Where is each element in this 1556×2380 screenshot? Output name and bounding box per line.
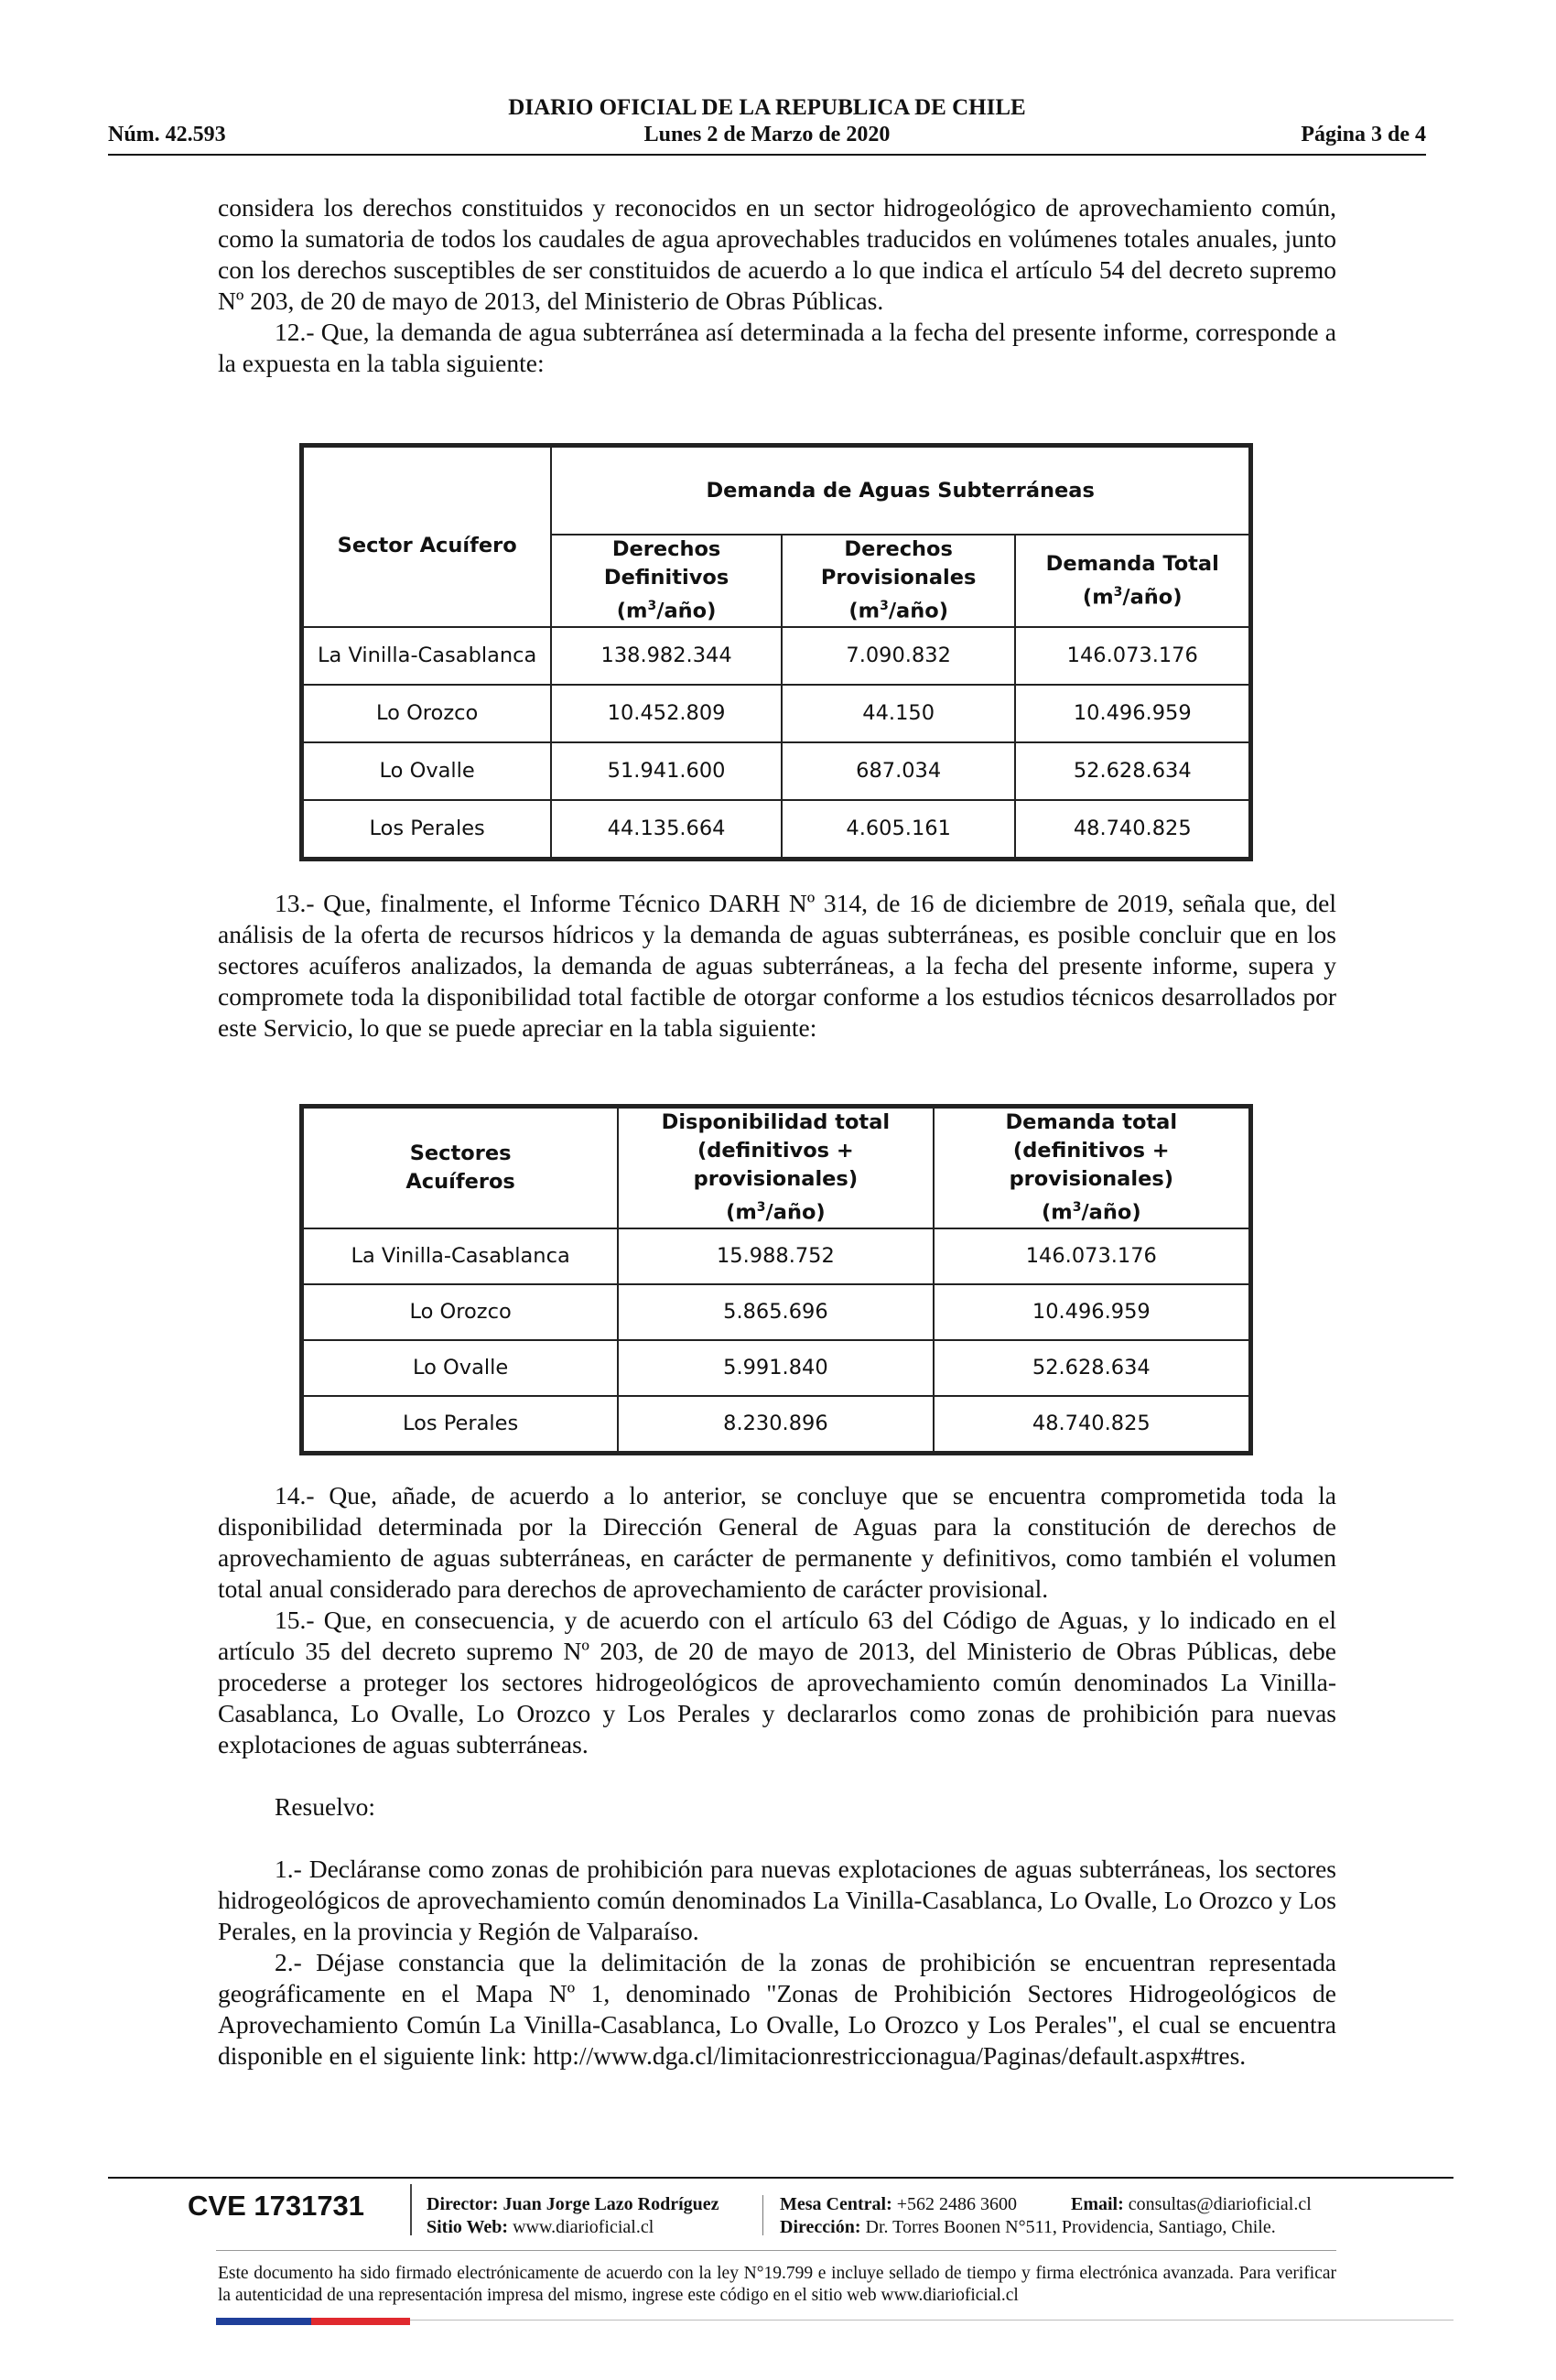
table-row xyxy=(303,685,1249,742)
header-sectors xyxy=(303,1108,618,1228)
header-availability-unit: $(m^3/año)$ xyxy=(726,1200,826,1225)
cell-availability: 5.991.840 xyxy=(618,1340,933,1396)
header-demand-l1: Demanda total xyxy=(1005,1110,1178,1134)
resolution-1: 1.- Decláranse como zonas de prohibición para nuevas explotaciones de aguas subterráneas, los sectores hidrogeológicos de aprovechamiento común denominados La Vinilla-Casablanca, Lo Ovalle, Lo Orozco y Los Perales, en la provincia y Región de Valparaíso. xyxy=(218,1855,1336,1945)
cell-demand: 52.628.634 xyxy=(934,1340,1249,1396)
header-availability-l1: Disponibilidad total xyxy=(661,1110,891,1134)
footer-inner-divider xyxy=(216,2250,1336,2251)
cell-sector: Los Perales xyxy=(303,1396,618,1452)
legal-notice: Este documento ha sido firmado electrónicamente de acuerdo con la ley N°19.799 e incluye sellado de tiempo y firma electrónica avanzada. Para verificar la autenticidad de una representación impresa del mismo, ingrese este código en el sitio web www.diarioficial.cl xyxy=(218,2264,1336,2305)
header-definitive-unit: $(m^3/año)$ xyxy=(616,599,717,623)
cell-sector: Lo Ovalle xyxy=(303,1340,618,1396)
header-demand xyxy=(934,1108,1249,1228)
table-row xyxy=(303,742,1249,800)
footer-email xyxy=(1071,2193,1312,2216)
flag-bar-blue xyxy=(216,2318,311,2325)
director-name: Juan Jorge Lazo Rodríguez xyxy=(502,2194,719,2214)
header-provisional-l2: Provisionales xyxy=(820,566,977,590)
paragraph-12: 12.- Que, la demanda de agua subterránea así determinada a la fecha del presente informe, corresponde a la expuesta en la tabla siguiente: xyxy=(218,318,1336,377)
website-link[interactable]: www.diarioficial.cl xyxy=(513,2217,654,2237)
paragraph-continued: considera los derechos constituidos y reconocidos en un sector hidrogeológico de aprovechamiento común, como la sumatoria de todos los caudales de agua aprovechables traducidos en volúmenes totales anuales, junto con los derechos susceptibles de ser constituidos de acuerdo a lo que indica el artículo 54 del decreto supremo Nº 203, de 20 de mayo de 2013, del Ministerio de Obras Públicas. xyxy=(218,193,1336,315)
header-availability-l2: (definitivos + xyxy=(697,1139,854,1163)
cell-total: 48.740.825 xyxy=(1015,800,1249,858)
issue-number: Núm. 42.593 xyxy=(108,123,226,146)
table-row xyxy=(303,800,1249,858)
header-sectors-l1: Sectores xyxy=(409,1141,512,1165)
table-row xyxy=(303,1340,1249,1396)
address-text: Dr. Torres Boonen N°511, Providencia, Santiago, Chile. xyxy=(865,2217,1276,2237)
footer-phone xyxy=(780,2193,1017,2216)
email-label: Email: xyxy=(1071,2194,1124,2214)
header-availability xyxy=(618,1108,933,1228)
header-total-l1: Demanda Total xyxy=(1045,551,1219,576)
cell-definitive: 138.982.344 xyxy=(551,627,782,685)
header-demand-l2: (definitivos + xyxy=(1012,1139,1170,1163)
footer-top-divider xyxy=(108,2177,1453,2179)
cell-provisional: 4.605.161 xyxy=(782,800,1016,858)
cell-total: 10.496.959 xyxy=(1015,685,1249,742)
page-header xyxy=(108,88,1426,152)
demand-table xyxy=(302,446,1250,859)
header-provisional xyxy=(782,535,1016,627)
cell-sector: Lo Orozco xyxy=(303,1284,618,1340)
footer-column-divider xyxy=(762,2195,763,2235)
address-label: Dirección: xyxy=(780,2217,861,2237)
paragraph-15: 15.- Que, en consecuencia, y de acuerdo con el artículo 63 del Código de Aguas, y lo indicado en el artículo 35 del decreto supremo Nº 203, de 20 de mayo de 2013, del Ministerio de Obras Públicas, debe procederse a proteger los sectores hidrogeológicos de aprovechamiento común denominados La Vinilla-Casablanca, Lo Ovalle, Lo Orozco y Los Perales y declararlos como zonas de prohibición para nuevas explotaciones de aguas subterráneas. xyxy=(218,1606,1336,1758)
table-row xyxy=(303,627,1249,685)
header-definitive xyxy=(551,535,782,627)
director-label: Director: xyxy=(427,2194,499,2214)
issue-date: Lunes 2 de Marzo de 2020 xyxy=(643,123,891,146)
website-label: Sitio Web: xyxy=(427,2217,509,2237)
email-link[interactable]: consultas@diarioficial.cl xyxy=(1128,2194,1312,2214)
page-number: Página 3 de 4 xyxy=(1301,123,1426,146)
table-row xyxy=(303,1396,1249,1452)
cell-demand: 10.496.959 xyxy=(934,1284,1249,1340)
footer-website xyxy=(427,2216,654,2239)
body-text-middle xyxy=(218,888,1336,1044)
header-demand-group: Demanda de Aguas Subterráneas xyxy=(551,447,1249,535)
availability-table xyxy=(302,1107,1250,1453)
cell-availability: 5.865.696 xyxy=(618,1284,933,1340)
cell-sector: La Vinilla-Casablanca xyxy=(303,627,551,685)
cell-total: 52.628.634 xyxy=(1015,742,1249,800)
newspaper-title: DIARIO OFICIAL DE LA REPUBLICA DE CHILE xyxy=(508,95,1026,120)
cell-demand: 48.740.825 xyxy=(934,1396,1249,1452)
body-text-bottom xyxy=(218,1480,1336,2072)
cve-divider xyxy=(410,2184,412,2235)
header-availability-l3: provisionales) xyxy=(693,1167,859,1191)
header-definitive-l1: Derechos xyxy=(611,537,721,561)
cell-demand: 146.073.176 xyxy=(934,1228,1249,1284)
header-sectors-l2: Acuíferos xyxy=(405,1169,515,1194)
footer-address xyxy=(780,2216,1276,2239)
cell-sector: Los Perales xyxy=(303,800,551,858)
cell-provisional: 44.150 xyxy=(782,685,1016,742)
cell-availability: 8.230.896 xyxy=(618,1396,933,1452)
phone-label: Mesa Central: xyxy=(780,2194,892,2214)
paragraph-13: 13.- Que, finalmente, el Informe Técnico DARH Nº 314, de 16 de diciembre de 2019, señala que, del análisis de la oferta de recursos hídricos y la demanda de aguas subterráneas, es posible concluir que en los sectores acuíferos analizados, la demanda de aguas subterráneas, a la fecha del presente informe, supera y compromete toda la disponibilidad total factible de otorgar conforme a los estudios técnicos desarrollados por este Servicio, lo que se puede apreciar en la tabla siguiente: xyxy=(218,889,1336,1042)
cell-sector: Lo Orozco xyxy=(303,685,551,742)
phone-number: +562 2486 3600 xyxy=(896,2194,1018,2214)
resuelvo-heading: Resuelvo: xyxy=(275,1792,375,1821)
cell-sector: La Vinilla-Casablanca xyxy=(303,1228,618,1284)
cell-provisional: 7.090.832 xyxy=(782,627,1016,685)
header-sector: Sector Acuífero xyxy=(303,447,551,627)
header-total xyxy=(1015,535,1249,627)
cell-definitive: 44.135.664 xyxy=(551,800,782,858)
header-definitive-l2: Definitivos xyxy=(603,566,729,590)
paragraph-14: 14.- Que, añade, de acuerdo a lo anterior, se concluye que se encuentra comprometida toda la disponibilidad determinada por la Dirección General de Aguas para la constitución de derechos de aprovechamiento de aguas subterráneas, en carácter de permanente y definitivos, como también el volumen total anual considerado para derechos de aprovechamiento de carácter provisional. xyxy=(218,1481,1336,1603)
cve-code: CVE 1731731 xyxy=(188,2190,365,2222)
header-total-unit: $(m^3/año)$ xyxy=(1082,584,1183,609)
header-provisional-l1: Derechos xyxy=(844,537,953,561)
cell-provisional: 687.034 xyxy=(782,742,1016,800)
table-row xyxy=(303,1228,1249,1284)
flag-bar-red xyxy=(311,2318,410,2325)
table-row xyxy=(303,1284,1249,1340)
footer-director xyxy=(427,2193,719,2216)
header-provisional-unit: $(m^3/año)$ xyxy=(848,599,948,623)
header-demand-l3: provisionales) xyxy=(1009,1167,1174,1191)
cell-total: 146.073.176 xyxy=(1015,627,1249,685)
cell-definitive: 51.941.600 xyxy=(551,742,782,800)
cell-availability: 15.988.752 xyxy=(618,1228,933,1284)
body-text-top xyxy=(218,192,1336,379)
cell-sector: Lo Ovalle xyxy=(303,742,551,800)
header-demand-unit: $(m^3/año)$ xyxy=(1041,1200,1141,1225)
resolution-2 xyxy=(218,1947,1336,2072)
resolution-2-text: 2.- Déjase constancia que la delimitación de la zonas de prohibición se encuentran representada geográficamente en el Mapa Nº 1, denominado "Zonas de Prohibición Sectores Hidrogeológicos de Aprovechamiento Común La Vinilla-Casablanca, Lo Ovalle, Lo Orozco y Los Perales", el cual se encuentra disponible en el siguiente link: http://www.dga.cl/limitacionrestriccionagua/Paginas/default.aspx#tres. xyxy=(218,1948,1336,2070)
header-divider xyxy=(108,154,1426,156)
cell-definitive: 10.452.809 xyxy=(551,685,782,742)
